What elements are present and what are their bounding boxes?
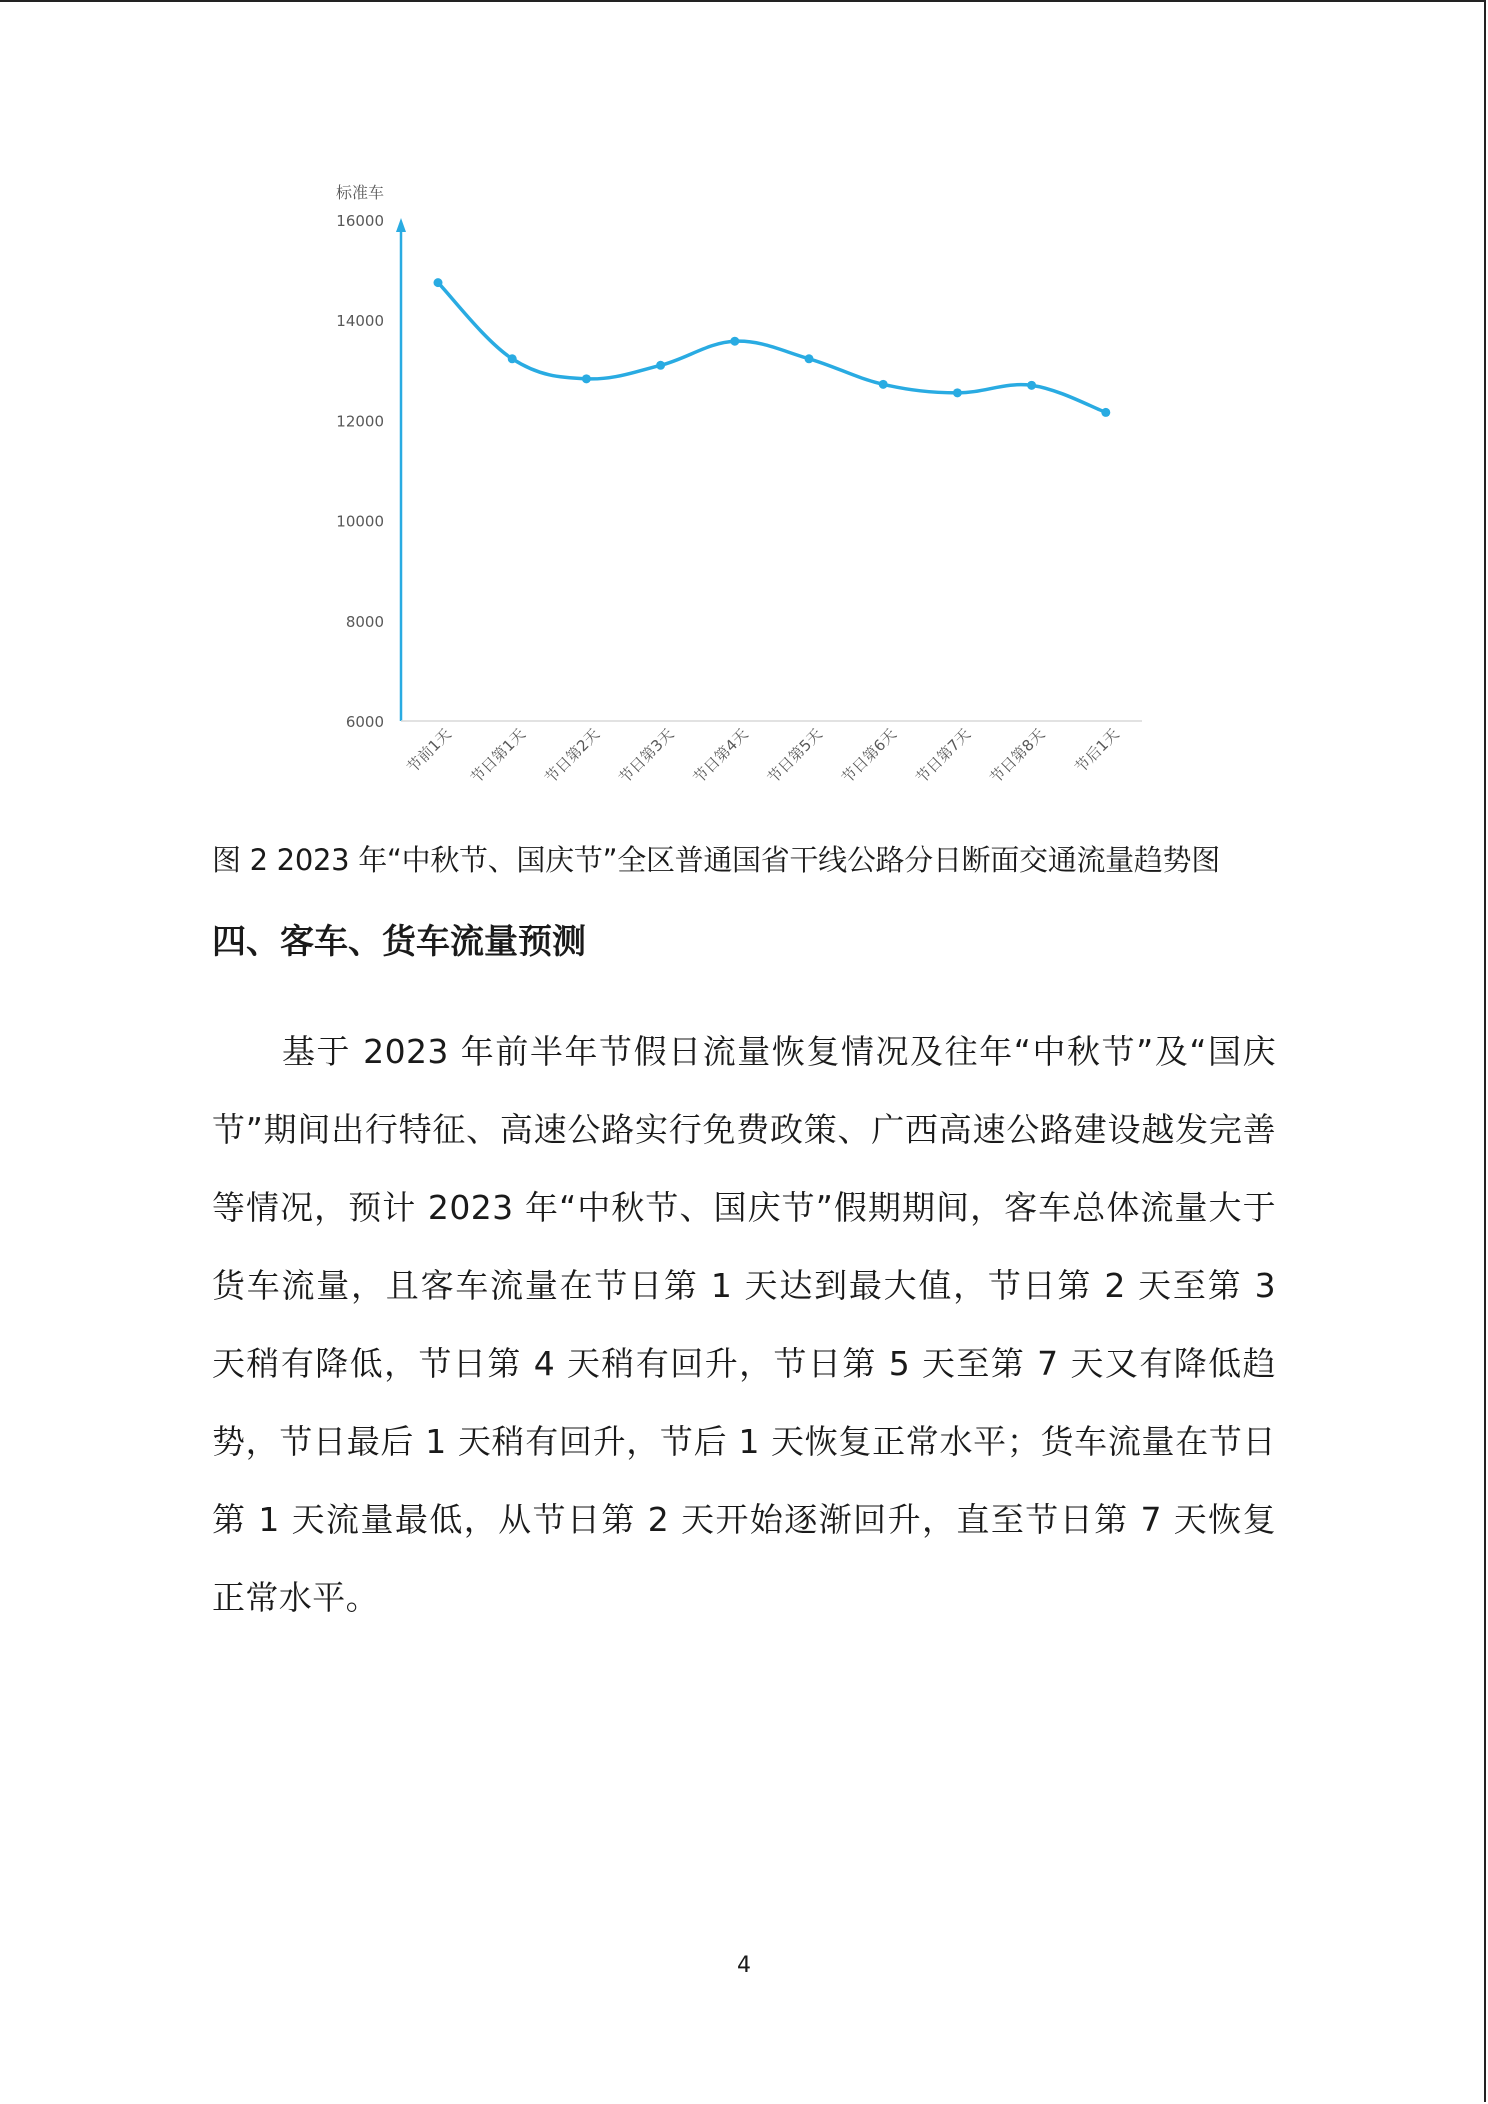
x-tick-label: 节后1天 <box>1071 725 1123 777</box>
x-tick-label: 节日第8天 <box>986 725 1049 788</box>
data-point <box>805 354 814 363</box>
y-tick-label: 6000 <box>345 713 384 731</box>
y-tick-label: 14000 <box>336 312 384 331</box>
series-line <box>438 283 1106 413</box>
x-tick-label: 节日第1天 <box>467 725 530 788</box>
y-axis-label: 标准车 <box>336 183 385 202</box>
data-point <box>582 374 591 383</box>
traffic-trend-chart <box>300 170 1180 830</box>
x-tick-label: 节日第5天 <box>763 725 826 788</box>
page-number: 4 <box>737 1953 751 1978</box>
chart-canvas <box>300 170 1180 830</box>
x-tick-label: 节日第6天 <box>838 725 901 788</box>
data-point <box>508 354 517 363</box>
data-point <box>953 388 962 397</box>
x-tick-label: 节日第3天 <box>615 725 678 788</box>
data-point <box>656 361 665 370</box>
data-point <box>879 380 888 389</box>
x-tick-label: 节日第7天 <box>912 725 975 788</box>
data-point <box>434 278 443 287</box>
y-tick-label: 10000 <box>336 512 384 531</box>
section-heading: 四、客车、货车流量预测 <box>212 922 586 962</box>
x-tick-label: 节日第2天 <box>541 725 604 788</box>
x-tick-label: 节日第4天 <box>689 725 752 788</box>
data-point <box>1101 408 1110 417</box>
x-tick-label: 节前1天 <box>403 725 455 777</box>
data-point <box>1027 381 1036 390</box>
y-tick-label: 16000 <box>336 212 384 230</box>
data-point <box>730 337 739 346</box>
y-tick-label: 12000 <box>336 412 384 431</box>
figure-caption: 图 2 2023 年“中秋节、国庆节”全区普通国省干线公路分日断面交通流量趋势图 <box>212 843 1220 877</box>
body-paragraph: 基于 2023 年前半年节假日流量恢复情况及往年“中秋节”及“国庆节”期间出行特征、高速公路实行免费政策、广西高速公路建设越发完善等情况，预计 2023 年“中秋节、国庆节”假期期间，客车总体流量大于货车流量，且客车流量在节日第 1 天达到最大值，节日第 2 天至第 3 天稍有降低，节日第 4 天稍有回升，节日第 5 天至第 7 天又有降低趋势，节日最后 1 天稍有回升，节后 1 天恢复正常水平；货车流量在节日第 1 天流量最低，从节日第 2 天开始逐渐回升，直至节日第 7 天恢复正常水平。 <box>212 1032 1276 1617</box>
y-tick-label: 8000 <box>345 612 384 631</box>
y-axis-arrow <box>396 218 406 232</box>
